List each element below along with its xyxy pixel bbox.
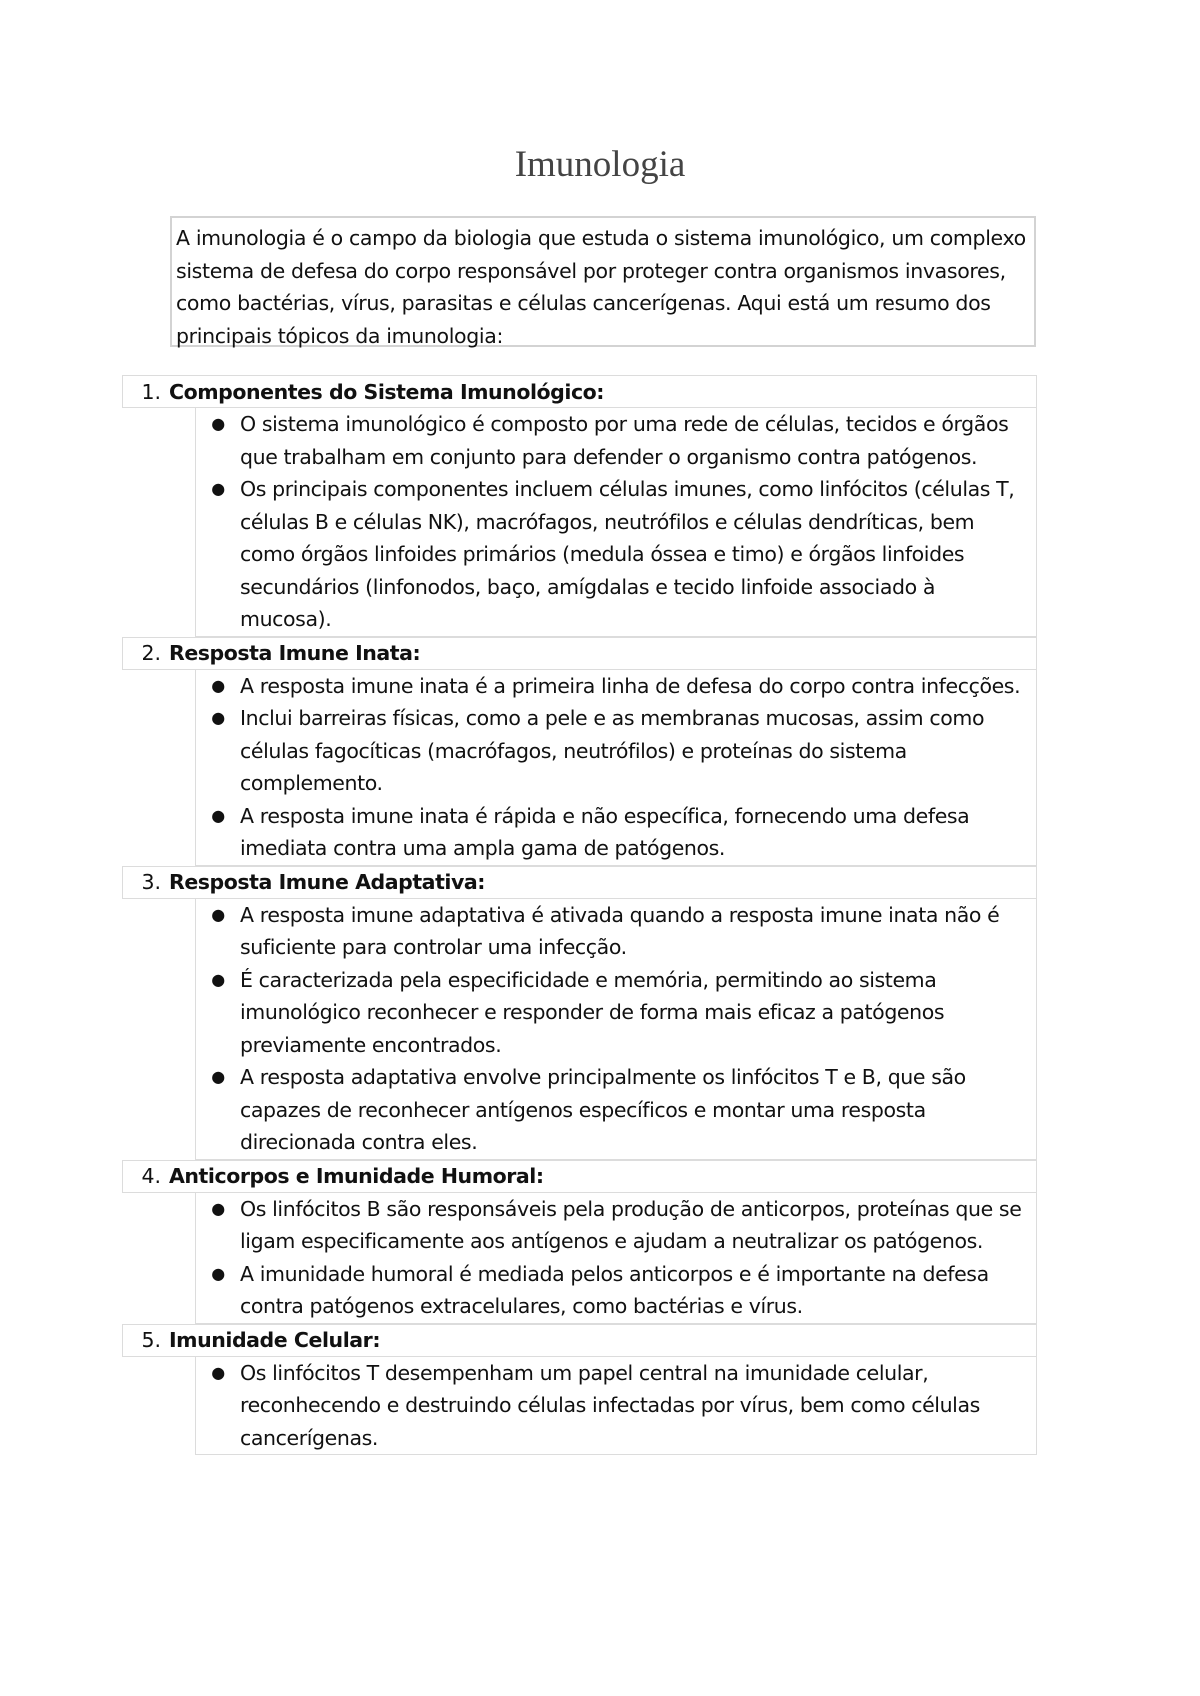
bullet-text: É caracterizada pela especificidade e memória, permitindo ao sistema imunológico reconhecer e responder de forma mais eficaz a patógenos previamente encontrados.: [240, 967, 945, 1057]
bullet-icon: ●: [211, 1067, 225, 1086]
bullet-icon: ●: [211, 675, 225, 695]
bullet-text: O sistema imunológico é composto por uma rede de células, tecidos e órgãos que trabalham em conjunto para defender o organismo contra patógenos.: [240, 412, 1009, 469]
bullet-list: [195, 670, 1037, 866]
bullet-text: Os linfócitos T desempenham um papel central na imunidade celular, reconhecendo e destruindo células infectadas por vírus, bem como células cancerígenas.: [240, 1360, 980, 1450]
list-item: [196, 670, 1036, 703]
section-title: Resposta Imune Adaptativa:: [169, 870, 486, 894]
bullet-icon: ●: [211, 708, 225, 727]
topics-list: [122, 375, 1037, 1455]
section-heading: [122, 375, 1037, 408]
bullet-text: Os linfócitos B são responsáveis pela produção de anticorpos, proteínas que se ligam especificamente aos antígenos e ajudam a neutralizar os patógenos.: [240, 1196, 1022, 1253]
page-title: Imunologia: [514, 144, 686, 185]
bullet-icon: ●: [211, 969, 225, 989]
bullet-list: [195, 899, 1037, 1160]
list-item: [196, 964, 1036, 1062]
section-title: Imunidade Celular:: [169, 1328, 381, 1352]
list-item: [196, 1258, 1036, 1323]
bullet-list: [195, 1357, 1037, 1456]
section-heading: [122, 637, 1037, 670]
section-title: Componentes do Sistema Imunológico:: [169, 379, 605, 404]
section-number: 3.: [141, 870, 161, 894]
section-number: 4.: [141, 1164, 161, 1188]
list-item: [196, 1193, 1036, 1258]
section-4: [122, 1160, 1037, 1324]
section-heading: [122, 866, 1037, 899]
section-number: 1.: [141, 379, 161, 404]
bullet-list: [195, 408, 1037, 637]
section-number: 5.: [141, 1328, 161, 1352]
bullet-text: A resposta imune inata é a primeira linha de defesa do corpo contra infecções.: [240, 673, 1021, 698]
section-title: Anticorpos e Imunidade Humoral:: [169, 1164, 544, 1188]
bullet-icon: ●: [211, 805, 225, 825]
list-item: [196, 1061, 1036, 1159]
list-item: [196, 702, 1036, 800]
bullet-list: [195, 1193, 1037, 1324]
intro-paragraph: A imunologia é o campo da biologia que estuda o sistema imunológico, um complexo sistema de defesa do corpo responsável por proteger contra organismos invasores, como bactérias, vírus, parasitas e células cancerígenas. Aqui está um resumo dos principais tópicos da imunologia:: [170, 216, 1036, 347]
bullet-icon: ●: [211, 1362, 225, 1382]
bullet-text: A resposta adaptativa envolve principalmente os linfócitos T e B, que são capazes de reconhecer antígenos específicos e montar uma resposta direcionada contra eles.: [240, 1065, 966, 1154]
list-item: [196, 473, 1036, 636]
list-item: [196, 408, 1036, 473]
bullet-icon: ●: [211, 1263, 225, 1283]
bullet-text: A resposta imune inata é rápida e não específica, fornecendo uma defesa imediata contra uma ampla gama de patógenos.: [240, 803, 970, 860]
section-5: [122, 1324, 1037, 1456]
list-item: [196, 800, 1036, 865]
bullet-icon: ●: [211, 414, 225, 433]
bullet-text: Os principais componentes incluem células imunes, como linfócitos (células T, células B e células NK), macrófagos, neutrófilos e células dendríticas, bem como órgãos linfoides primários (medula óssea e timo) e órgãos linfoides secundários (linfonodos, baço, amígdalas e tecido linfoide associado à mucosa).: [240, 477, 1015, 631]
bullet-icon: ●: [211, 1198, 225, 1218]
section-number: 2.: [141, 641, 161, 665]
bullet-text: A resposta imune adaptativa é ativada quando a resposta imune inata não é suficiente para controlar uma infecção.: [240, 902, 1000, 959]
section-2: [122, 637, 1037, 866]
section-title: Resposta Imune Inata:: [169, 641, 421, 665]
bullet-icon: ●: [211, 904, 225, 924]
section-3: [122, 866, 1037, 1160]
section-heading: [122, 1160, 1037, 1193]
section-heading: [122, 1324, 1037, 1357]
bullet-text: Inclui barreiras físicas, como a pele e as membranas mucosas, assim como células fagocíticas (macrófagos, neutrófilos) e proteínas do sistema complemento.: [240, 706, 985, 795]
list-item: [196, 899, 1036, 964]
bullet-text: A imunidade humoral é mediada pelos anticorpos e é importante na defesa contra patógenos extracelulares, como bactérias e vírus.: [240, 1261, 989, 1318]
list-item: [196, 1357, 1036, 1455]
bullet-icon: ●: [211, 479, 225, 498]
section-1: [122, 375, 1037, 637]
